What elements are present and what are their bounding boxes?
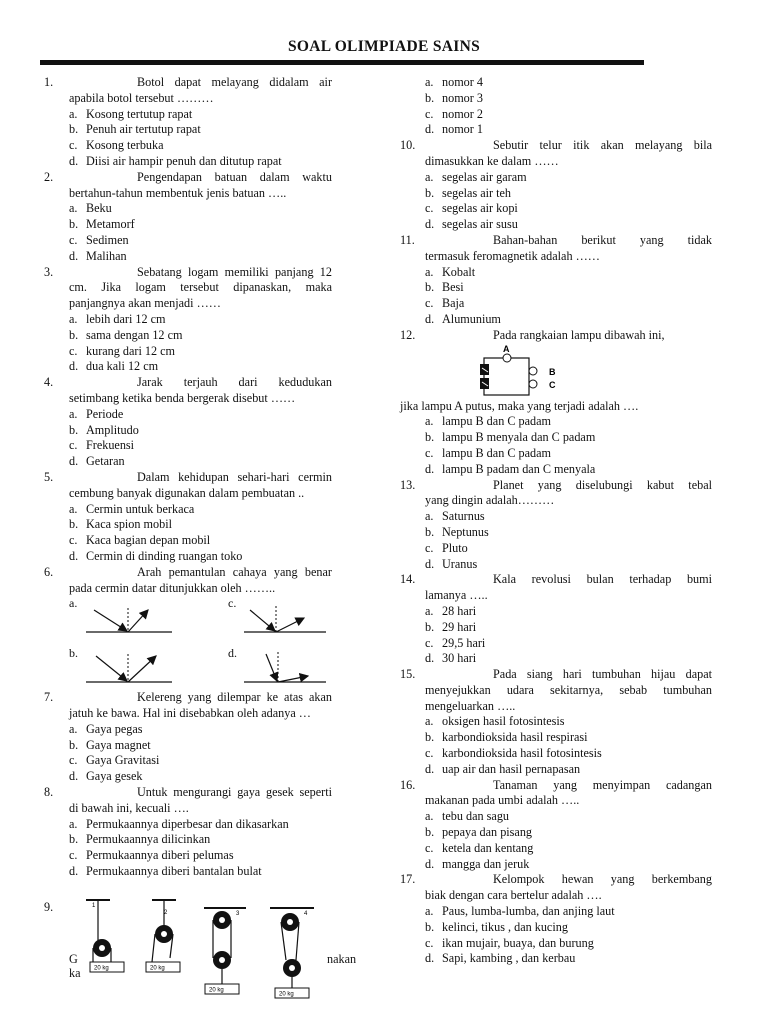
options-list (400, 714, 712, 777)
question-text: Kelereng yang dilempar ke atas akan (137, 690, 332, 705)
question-number: 12. (400, 327, 416, 342)
option-d[interactable]: d. Alumunium (425, 311, 501, 326)
reflection-diagrams (44, 596, 332, 690)
option-b[interactable]: b. nomor 3 (425, 90, 483, 105)
option-d[interactable]: d. Uranus (425, 556, 478, 571)
option-c[interactable]: c. Pluto (425, 540, 468, 555)
question-number: 8. (44, 785, 54, 800)
question-13 (400, 478, 712, 573)
question-text-cont: cembung banyak digunakan dalam pembuatan .. (69, 485, 305, 500)
option-a[interactable]: a. nomor 4 (425, 75, 483, 89)
option-b[interactable]: b. Kaca spion mobil (69, 517, 172, 532)
question-text: Pengendapan batuan dalam waktu (137, 169, 332, 184)
option-c[interactable]: c. Gaya Gravitasi (69, 753, 160, 768)
option-d[interactable]: d. Cermin di dinding ruangan toko (69, 548, 243, 563)
title-divider (40, 60, 644, 65)
option-a[interactable]: a. tebu dan sagu (425, 809, 510, 824)
pulley-label-2: 2 (164, 910, 168, 916)
options-list (400, 170, 712, 233)
option-a[interactable]: a. Permukaannya diperbesar dan dikasarkan (69, 816, 289, 831)
question-8 (44, 785, 332, 880)
option-b[interactable]: b. karbondioksida hasil respirasi (425, 730, 588, 745)
options-list (400, 904, 712, 967)
option-b[interactable]: b. Gaya magnet (69, 737, 151, 752)
question-text-cont: dimasukkan ke dalam …… (425, 153, 559, 168)
question-number: 6. (44, 564, 54, 579)
question-text-cont: cm. Jika logam tersebut dipanaskan, maka panjangnya akan menjadi …… (69, 280, 332, 311)
question-10 (400, 138, 712, 233)
option-d[interactable]: d. Malihan (69, 248, 127, 263)
option-d[interactable]: d. Getaran (69, 454, 125, 469)
options-list (44, 201, 332, 264)
right-column (400, 75, 712, 967)
mass-label-1: 20 kg (94, 965, 109, 972)
diagram-a (86, 608, 172, 632)
question-2 (44, 170, 332, 265)
question-number: 14. (400, 572, 416, 587)
option-b[interactable]: b. Metamorf (69, 217, 135, 232)
question-11 (400, 233, 712, 328)
option-d[interactable]: d. Gaya gesek (69, 769, 143, 784)
option-b[interactable]: b. lampu B menyala dan C padam (425, 430, 596, 445)
question-number: 9. (44, 900, 54, 914)
figure-label-d[interactable]: d. (228, 646, 237, 661)
question-4 (44, 375, 332, 470)
option-a[interactable]: a. Gaya pegas (69, 721, 143, 736)
options-list (44, 502, 332, 565)
question-text-cont: jika lampu A putus, maka yang terjadi adalah …. (400, 398, 639, 413)
question-number: 1. (44, 75, 54, 89)
option-a[interactable]: a. Cermin untuk berkaca (69, 501, 195, 516)
option-a[interactable]: a. oksigen hasil fotosintesis (425, 714, 565, 729)
option-b[interactable]: b. pepaya dan pisang (425, 825, 533, 840)
question-text-cont: biak dengan cara bertelur adalah …. (425, 888, 602, 903)
options-list (400, 604, 712, 667)
question-number: 3. (44, 264, 54, 279)
question-text: Sebutir telur itik akan melayang bila (493, 138, 712, 153)
option-d[interactable]: d. nomor 1 (425, 122, 483, 137)
question-6 (44, 565, 332, 691)
figure-label-c[interactable]: c. (228, 596, 237, 611)
question-1 (44, 75, 332, 170)
question-number: 7. (44, 690, 54, 705)
options-list (44, 722, 332, 785)
option-c[interactable]: c. Kaca bagian depan mobil (69, 533, 211, 548)
question-number: 5. (44, 469, 54, 484)
figure-label-a[interactable]: a. (69, 596, 78, 611)
option-c[interactable]: c. 29,5 hari (425, 635, 486, 650)
pulley-system-4 (270, 908, 314, 998)
option-d[interactable]: d. Diisi air hampir penuh dan ditutup rapat (69, 153, 282, 168)
figure-label-b[interactable]: b. (69, 646, 78, 661)
option-c[interactable]: c. Baja (425, 296, 465, 311)
option-b[interactable]: b. Permukaannya dilicinkan (69, 832, 211, 847)
question-text-cont: jatuh ke bawa. Hal ini disebabkan oleh adanya … (69, 706, 311, 721)
option-a[interactable]: a. lampu B dan C padam (425, 414, 551, 429)
question-9-options (400, 75, 712, 138)
question-text: Arah pemantulan cahaya yang benar (137, 564, 332, 579)
option-a[interactable]: a. Saturnus (425, 509, 485, 524)
lamp-label-c: C (549, 379, 556, 390)
option-d[interactable]: d. dua kali 12 cm (69, 359, 159, 374)
question-text-cont: makanan pada umbi adalah ….. (425, 793, 580, 808)
option-b[interactable]: b. Besi (425, 280, 464, 295)
question-14 (400, 572, 712, 667)
options-list (44, 107, 332, 170)
pulley-label-4: 4 (304, 911, 308, 917)
lamp-label-a: A (503, 343, 510, 354)
pulley-system-3 (204, 908, 246, 994)
question-number: 15. (400, 667, 416, 682)
page-title: SOAL OLIMPIADE SAINS (287, 38, 481, 55)
option-a[interactable]: a. segelas air garam (425, 169, 527, 184)
question-7 (44, 690, 332, 785)
option-c[interactable]: c. Permukaannya diberi pelumas (69, 848, 234, 863)
question-text: Sebatang logam memiliki panjang 12 (137, 264, 332, 279)
question-text: Botol dapat melayang didalam air (137, 75, 332, 89)
option-c[interactable]: c. karbondioksida hasil fotosintesis (425, 746, 602, 761)
options-list (44, 407, 332, 470)
option-d[interactable]: d. Permukaannya diberi bantalan bulat (69, 864, 262, 879)
option-b[interactable]: b. Penuh air tertutup rapat (69, 122, 201, 137)
option-d[interactable]: d. Sapi, kambing , dan kerbau (425, 951, 576, 966)
pulley-label-1: 1 (92, 903, 96, 909)
lamp-circuit-diagram (400, 344, 712, 399)
diagram-c (244, 606, 326, 632)
options-list (400, 809, 712, 872)
question-text-cont: setimbang ketika benda bergerak disebut …… (69, 390, 296, 405)
pulley-system-2 (146, 900, 180, 972)
option-c[interactable]: c. ikan mujair, buaya, dan burung (425, 935, 594, 950)
question-text: Planet yang diselubungi kabut tebal (493, 477, 712, 492)
option-d[interactable]: d. lampu B padam dan C menyala (425, 461, 596, 476)
question-text: Bahan-bahan berikut yang tidak (493, 232, 712, 247)
lamp-circuit-figure (400, 344, 712, 399)
question-text-cont: apabila botol tersebut ……… (69, 90, 214, 105)
option-a[interactable]: a. Paus, lumba-lumba, dan anjing laut (425, 904, 615, 919)
option-a[interactable]: a. Periode (69, 406, 124, 421)
question-text-cont: bertahun-tahun membentuk jenis batuan ….. (69, 185, 287, 200)
option-a[interactable]: a. Kobalt (425, 264, 476, 279)
diagram-b (86, 654, 172, 682)
question-text-cont: termasuk feromagnetik adalah …… (425, 248, 600, 263)
question-text: Tanaman yang menyimpan cadangan (493, 777, 712, 792)
question-12 (400, 328, 712, 478)
question-text: Untuk mengurangi gaya gesek seperti (137, 785, 332, 800)
question-text-partial-right: nakan (327, 952, 357, 966)
question-text: Pada siang hari tumbuhan hijau dapat (493, 667, 712, 682)
question-number: 17. (400, 872, 416, 887)
diagram-d (244, 652, 326, 682)
option-b[interactable]: b. Amplitudo (69, 422, 139, 437)
question-3 (44, 265, 332, 376)
question-text-partial-2: ka (69, 966, 81, 980)
question-text-partial: G (69, 952, 78, 966)
question-text: Pada rangkaian lampu dibawah ini, (493, 327, 665, 342)
question-text-cont: pada cermin datar ditunjukkan oleh …….. (69, 580, 276, 595)
option-a[interactable]: a. Kosong tertutup rapat (69, 106, 193, 121)
option-a[interactable]: a. 28 hari (425, 603, 477, 618)
option-b[interactable]: b. kelinci, tikus , dan kucing (425, 919, 568, 934)
option-d[interactable]: d. 30 hari (425, 651, 477, 666)
option-b[interactable]: b. sama dengan 12 cm (69, 327, 183, 342)
options-list (400, 509, 712, 572)
option-a[interactable]: a. lebih dari 12 cm (69, 311, 166, 326)
pulley-figure (52, 898, 367, 1004)
mass-label-4: 20 kg (279, 991, 294, 998)
question-text: Jarak terjauh dari kedudukan (137, 375, 332, 390)
reflection-figure (44, 596, 332, 690)
option-d[interactable]: d. mangga dan jeruk (425, 856, 530, 871)
options-list (44, 817, 332, 880)
question-number: 4. (44, 375, 54, 390)
option-d[interactable]: d. uap air dan hasil pernapasan (425, 761, 581, 776)
question-text: Kelompok hewan yang berkembang (493, 872, 712, 887)
options-list (44, 312, 332, 375)
option-c[interactable]: c. ketela dan kentang (425, 840, 534, 855)
left-column (44, 75, 332, 880)
question-number: 11. (400, 232, 415, 247)
question-text-cont: di bawah ini, kecuali …. (69, 800, 189, 815)
option-c[interactable]: c. nomor 2 (425, 106, 483, 121)
option-c[interactable]: c. Frekuensi (69, 438, 135, 453)
option-c[interactable]: c. kurang dari 12 cm (69, 343, 176, 358)
question-5 (44, 470, 332, 565)
option-a[interactable]: a. Beku (69, 201, 112, 216)
option-c[interactable]: c. Kosong terbuka (69, 138, 164, 153)
option-c[interactable]: c. Sedimen (69, 232, 129, 247)
question-text-cont: lamanya ….. (425, 588, 488, 603)
mass-label-2: 20 kg (150, 965, 165, 972)
mass-label-3: 20 kg (209, 987, 224, 994)
question-text: Kala revolusi bulan terhadap bumi (493, 572, 712, 587)
option-b[interactable]: b. 29 hari (425, 619, 477, 634)
question-number: 2. (44, 169, 54, 184)
question-number: 10. (400, 138, 416, 153)
option-b[interactable]: b. Neptunus (425, 524, 489, 539)
question-number: 13. (400, 477, 416, 492)
pulley-label-3: 3 (236, 911, 240, 917)
lamp-label-b: B (549, 366, 556, 377)
option-b[interactable]: b. segelas air teh (425, 185, 512, 200)
question-number: 16. (400, 777, 416, 792)
question-text-cont: menyejukkan udara sekitarnya, sebab tumbuhan mengeluarkan ….. (425, 682, 712, 713)
question-text: Dalam kehidupan sehari-hari cermin (137, 469, 332, 484)
question-16 (400, 778, 712, 873)
option-c[interactable]: c. lampu B dan C padam (425, 445, 551, 460)
option-d[interactable]: d. segelas air susu (425, 217, 518, 232)
question-15 (400, 667, 712, 778)
question-text-cont: yang dingin adalah……… (425, 493, 555, 508)
option-c[interactable]: c. segelas air kopi (425, 201, 518, 216)
pulley-system-1 (86, 900, 124, 972)
options-list (400, 265, 712, 328)
options-list (400, 414, 712, 477)
question-17 (400, 872, 712, 967)
